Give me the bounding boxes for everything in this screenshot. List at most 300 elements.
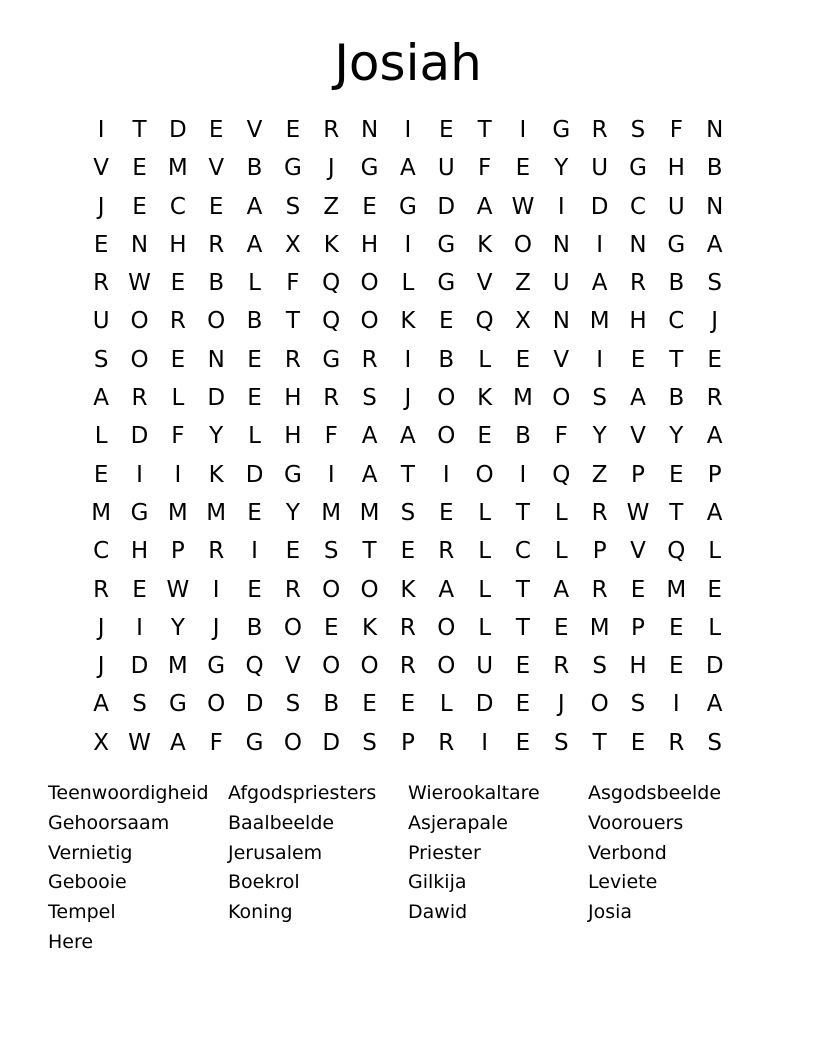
grid-letter[interactable]: E bbox=[438, 499, 454, 526]
grid-letter[interactable]: R bbox=[93, 576, 110, 603]
grid-letter[interactable]: E bbox=[170, 346, 186, 373]
grid-letter[interactable]: R bbox=[591, 117, 608, 143]
grid-letter[interactable]: I bbox=[442, 461, 450, 488]
grid-letter[interactable]: V bbox=[285, 653, 301, 680]
grid-letter[interactable]: R bbox=[169, 308, 186, 335]
grid-letter[interactable]: G bbox=[130, 499, 149, 526]
grid-letter[interactable]: B bbox=[668, 385, 685, 412]
grid-letter[interactable]: M bbox=[167, 653, 188, 680]
grid-letter[interactable]: N bbox=[130, 231, 149, 258]
grid-letter[interactable]: S bbox=[323, 538, 339, 565]
grid-letter[interactable]: L bbox=[554, 538, 568, 565]
grid-letter[interactable]: S bbox=[630, 691, 646, 718]
grid-letter[interactable]: T bbox=[132, 117, 147, 143]
grid-letter[interactable]: E bbox=[515, 346, 531, 373]
grid-letter[interactable]: Q bbox=[552, 461, 571, 488]
grid-letter[interactable]: S bbox=[553, 729, 569, 756]
grid-letter[interactable]: U bbox=[552, 270, 570, 297]
grid-letter[interactable]: M bbox=[167, 499, 188, 526]
grid-letter[interactable]: K bbox=[477, 385, 493, 412]
grid-letter[interactable]: A bbox=[553, 576, 570, 603]
grid-letter[interactable]: R bbox=[208, 231, 225, 258]
grid-letter[interactable]: B bbox=[246, 155, 263, 182]
grid-row bbox=[82, 417, 734, 455]
grid-letter[interactable]: U bbox=[92, 308, 110, 335]
grid-letter[interactable]: O bbox=[437, 385, 456, 412]
grid-letter[interactable]: S bbox=[285, 691, 301, 718]
grid-letter[interactable]: O bbox=[283, 614, 302, 641]
grid-letter[interactable]: X bbox=[285, 231, 301, 258]
grid-letter[interactable]: Y bbox=[209, 423, 224, 450]
grid-letter[interactable]: E bbox=[400, 691, 416, 718]
grid-letter[interactable]: R bbox=[284, 346, 301, 373]
word-list-item: Dawid bbox=[408, 901, 468, 924]
grid-letter[interactable]: D bbox=[437, 193, 456, 220]
grid-letter[interactable]: E bbox=[669, 461, 684, 488]
grid-letter[interactable]: G bbox=[667, 231, 686, 258]
grid-letter[interactable]: L bbox=[248, 423, 261, 450]
grid-letter[interactable]: Q bbox=[475, 308, 494, 335]
grid-letter[interactable]: A bbox=[400, 423, 416, 450]
grid-row bbox=[82, 494, 734, 532]
grid-letter[interactable]: O bbox=[360, 308, 379, 335]
grid-letter[interactable]: M bbox=[167, 155, 188, 182]
grid-letter[interactable]: R bbox=[323, 117, 340, 143]
grid-letter[interactable]: Z bbox=[591, 461, 608, 488]
grid-letter[interactable]: F bbox=[209, 729, 223, 756]
grid-letter[interactable]: S bbox=[285, 193, 301, 220]
grid-letter[interactable]: A bbox=[630, 385, 646, 412]
grid-letter[interactable]: B bbox=[438, 346, 455, 373]
grid-letter[interactable]: H bbox=[284, 385, 302, 412]
grid-letter[interactable]: Q bbox=[667, 538, 686, 565]
grid-letter[interactable]: I bbox=[404, 231, 412, 258]
grid-letter[interactable]: K bbox=[400, 576, 416, 603]
grid-letter[interactable]: P bbox=[170, 538, 185, 565]
grid-letter[interactable]: O bbox=[437, 653, 456, 680]
grid-letter[interactable]: E bbox=[93, 461, 109, 488]
grid-letter[interactable]: G bbox=[552, 117, 571, 143]
grid-letter[interactable]: V bbox=[476, 270, 493, 297]
grid-letter[interactable]: T bbox=[515, 576, 530, 603]
grid-letter[interactable]: D bbox=[169, 117, 187, 143]
grid-letter[interactable]: O bbox=[437, 423, 456, 450]
grid-letter[interactable]: N bbox=[207, 346, 225, 373]
grid-letter[interactable]: E bbox=[630, 576, 646, 603]
grid-letter[interactable]: I bbox=[212, 576, 220, 603]
grid-letter[interactable]: U bbox=[476, 653, 494, 680]
grid-letter[interactable]: T bbox=[592, 729, 607, 756]
grid-letter[interactable]: R bbox=[668, 729, 685, 756]
grid-letter[interactable]: N bbox=[552, 308, 570, 335]
grid-letter[interactable]: E bbox=[438, 117, 454, 143]
grid-letter[interactable]: U bbox=[591, 155, 609, 182]
grid-letter[interactable]: C bbox=[668, 308, 685, 335]
grid-letter[interactable]: J bbox=[557, 691, 565, 718]
grid-letter[interactable]: K bbox=[323, 231, 339, 258]
grid-letter[interactable]: C bbox=[514, 538, 531, 565]
grid-letter[interactable]: K bbox=[362, 614, 378, 641]
grid-letter[interactable]: E bbox=[554, 614, 569, 641]
grid-letter[interactable]: I bbox=[519, 117, 527, 143]
grid-letter[interactable]: J bbox=[711, 308, 719, 335]
grid-letter[interactable]: E bbox=[707, 576, 722, 603]
grid-letter[interactable]: E bbox=[669, 614, 684, 641]
grid-letter[interactable]: R bbox=[399, 653, 416, 680]
grid-letter[interactable]: G bbox=[437, 270, 456, 297]
grid-letter[interactable]: A bbox=[706, 423, 723, 450]
grid-letter[interactable]: A bbox=[246, 231, 263, 258]
grid-letter[interactable]: O bbox=[360, 576, 379, 603]
grid-letter[interactable]: E bbox=[132, 155, 147, 182]
grid-letter[interactable]: T bbox=[515, 499, 530, 526]
grid-letter[interactable]: V bbox=[246, 117, 263, 143]
grid-letter[interactable]: I bbox=[97, 117, 105, 143]
grid-letter[interactable]: I bbox=[596, 346, 604, 373]
grid-letter[interactable]: H bbox=[284, 423, 302, 450]
grid-letter[interactable]: E bbox=[247, 499, 262, 526]
grid-letter[interactable]: R bbox=[553, 653, 570, 680]
grid-letter[interactable]: L bbox=[708, 614, 722, 641]
grid-row bbox=[82, 379, 734, 417]
grid-letter[interactable]: W bbox=[626, 499, 650, 526]
grid-letter[interactable]: F bbox=[669, 117, 683, 143]
grid-letter[interactable]: E bbox=[515, 691, 531, 718]
grid-letter[interactable]: L bbox=[708, 538, 722, 565]
grid-letter[interactable]: S bbox=[93, 346, 109, 373]
grid-letter[interactable]: A bbox=[93, 385, 110, 412]
grid-letter[interactable]: E bbox=[515, 729, 531, 756]
grid-letter[interactable]: V bbox=[93, 155, 110, 182]
grid-letter[interactable]: F bbox=[554, 423, 568, 450]
grid-letter[interactable]: E bbox=[208, 193, 224, 220]
grid-letter[interactable]: L bbox=[401, 270, 415, 297]
grid-letter[interactable]: G bbox=[207, 653, 226, 680]
grid-letter[interactable]: O bbox=[207, 308, 226, 335]
grid-letter[interactable]: T bbox=[669, 499, 684, 526]
grid-letter[interactable]: S bbox=[592, 385, 607, 412]
grid-letter[interactable]: T bbox=[669, 346, 684, 373]
grid-letter[interactable]: X bbox=[515, 308, 531, 335]
grid-letter[interactable]: I bbox=[481, 729, 488, 756]
grid-letter[interactable]: G bbox=[437, 231, 456, 258]
grid-letter[interactable]: B bbox=[246, 614, 263, 641]
grid-row bbox=[82, 226, 734, 264]
grid-letter[interactable]: R bbox=[706, 385, 723, 412]
grid-letter[interactable]: H bbox=[360, 231, 379, 258]
grid-letter[interactable]: I bbox=[557, 193, 565, 220]
grid-letter[interactable]: V bbox=[630, 423, 646, 450]
grid-letter[interactable]: G bbox=[322, 346, 341, 373]
grid-letter[interactable]: V bbox=[630, 538, 646, 565]
grid-letter[interactable]: M bbox=[513, 385, 533, 412]
grid-letter[interactable]: G bbox=[399, 193, 417, 220]
grid-letter[interactable]: M bbox=[206, 499, 227, 526]
grid-letter[interactable]: L bbox=[478, 614, 492, 641]
word-list-item: Teenwoordigheid bbox=[48, 782, 209, 804]
grid-letter[interactable]: E bbox=[707, 346, 722, 373]
grid-letter[interactable]: P bbox=[631, 461, 645, 488]
grid-letter[interactable]: A bbox=[591, 270, 608, 297]
grid-letter[interactable]: I bbox=[136, 614, 143, 641]
grid-letter[interactable]: V bbox=[208, 155, 225, 182]
grid-letter[interactable]: D bbox=[705, 653, 724, 680]
grid-letter[interactable]: I bbox=[327, 461, 335, 488]
grid-letter[interactable]: O bbox=[360, 653, 379, 680]
grid-letter[interactable]: N bbox=[706, 193, 724, 220]
grid-letter[interactable]: H bbox=[130, 538, 149, 565]
grid-letter[interactable]: R bbox=[131, 385, 148, 412]
grid-letter[interactable]: D bbox=[130, 653, 149, 680]
grid-letter[interactable]: V bbox=[553, 346, 570, 373]
grid-letter[interactable]: L bbox=[478, 499, 492, 526]
grid-letter[interactable]: E bbox=[630, 346, 646, 373]
grid-letter[interactable]: K bbox=[400, 308, 416, 335]
grid-letter[interactable]: Q bbox=[245, 653, 264, 680]
grid-letter[interactable]: R bbox=[629, 270, 646, 297]
grid-letter[interactable]: R bbox=[438, 538, 455, 565]
grid-letter[interactable]: O bbox=[130, 346, 149, 373]
grid-letter[interactable]: P bbox=[707, 461, 722, 488]
grid-letter[interactable]: S bbox=[707, 270, 722, 297]
grid-letter[interactable]: E bbox=[170, 270, 186, 297]
grid-letter[interactable]: R bbox=[438, 729, 455, 756]
grid-letter[interactable]: U bbox=[437, 155, 455, 182]
grid-letter[interactable]: G bbox=[629, 155, 647, 182]
grid-letter[interactable]: Z bbox=[323, 193, 340, 220]
grid-letter[interactable]: N bbox=[552, 231, 570, 258]
grid-letter[interactable]: C bbox=[93, 538, 110, 565]
grid-letter[interactable]: P bbox=[592, 538, 607, 565]
grid-letter[interactable]: O bbox=[207, 691, 226, 718]
grid-letter[interactable]: A bbox=[361, 461, 378, 488]
grid-letter[interactable]: P bbox=[631, 614, 645, 641]
grid-letter[interactable]: J bbox=[212, 614, 220, 641]
grid-letter[interactable]: S bbox=[592, 653, 607, 680]
grid-letter[interactable]: S bbox=[362, 729, 377, 756]
grid-letter[interactable]: H bbox=[169, 231, 187, 258]
grid-letter[interactable]: R bbox=[208, 538, 225, 565]
grid-letter[interactable]: E bbox=[515, 155, 531, 182]
grid-letter[interactable]: C bbox=[169, 193, 186, 220]
grid-letter[interactable]: E bbox=[285, 538, 301, 565]
grid-letter[interactable]: B bbox=[323, 691, 340, 718]
grid-letter[interactable]: S bbox=[400, 499, 416, 526]
grid-letter[interactable]: L bbox=[554, 499, 568, 526]
grid-letter[interactable]: H bbox=[667, 155, 685, 182]
grid-letter[interactable]: R bbox=[399, 614, 416, 641]
grid-letter[interactable]: R bbox=[284, 576, 301, 603]
grid-letter[interactable]: O bbox=[360, 270, 379, 297]
grid-letter[interactable]: Y bbox=[554, 155, 569, 182]
grid-letter[interactable]: T bbox=[477, 117, 492, 143]
grid-letter[interactable]: N bbox=[706, 117, 724, 143]
grid-letter[interactable]: M bbox=[666, 576, 687, 603]
grid-letter[interactable]: E bbox=[247, 385, 262, 412]
grid-letter[interactable]: O bbox=[130, 308, 149, 335]
grid-letter[interactable]: S bbox=[362, 385, 377, 412]
grid-letter[interactable]: H bbox=[629, 653, 647, 680]
grid-letter[interactable]: E bbox=[477, 423, 492, 450]
grid-letter[interactable]: A bbox=[361, 423, 378, 450]
grid-letter[interactable]: J bbox=[97, 193, 105, 220]
grid-letter[interactable]: J bbox=[327, 155, 335, 182]
grid-letter[interactable]: T bbox=[362, 538, 377, 565]
grid-letter[interactable]: W bbox=[166, 576, 190, 603]
grid-letter[interactable]: A bbox=[706, 499, 723, 526]
grid-letter[interactable]: Y bbox=[285, 499, 300, 526]
grid-letter[interactable]: F bbox=[477, 155, 492, 182]
grid-letter[interactable]: M bbox=[359, 499, 380, 526]
grid-letter[interactable]: P bbox=[400, 729, 415, 756]
grid-letter[interactable]: Z bbox=[515, 270, 531, 297]
grid-letter[interactable]: B bbox=[706, 155, 723, 182]
grid-letter[interactable]: E bbox=[362, 691, 377, 718]
grid-letter[interactable]: Q bbox=[322, 308, 341, 335]
grid-letter[interactable]: G bbox=[283, 461, 302, 488]
grid-letter[interactable]: J bbox=[97, 614, 105, 641]
grid-letter[interactable]: O bbox=[322, 653, 341, 680]
grid-letter[interactable]: R bbox=[93, 270, 110, 297]
grid-letter[interactable]: A bbox=[400, 155, 416, 182]
grid-letter[interactable]: I bbox=[136, 461, 143, 488]
grid-letter[interactable]: A bbox=[169, 729, 186, 756]
grid-letter[interactable]: O bbox=[283, 729, 302, 756]
grid-letter[interactable]: S bbox=[132, 691, 147, 718]
grid-letter[interactable]: E bbox=[669, 653, 684, 680]
grid-letter[interactable]: M bbox=[589, 308, 610, 335]
grid-letter[interactable]: E bbox=[247, 346, 262, 373]
grid-letter[interactable]: M bbox=[589, 614, 610, 641]
grid-letter[interactable]: I bbox=[251, 538, 258, 565]
grid-letter[interactable]: A bbox=[246, 193, 263, 220]
grid-letter[interactable]: G bbox=[360, 155, 379, 182]
grid-letter[interactable]: J bbox=[404, 385, 412, 412]
grid-letter[interactable]: W bbox=[128, 270, 151, 297]
grid-letter[interactable]: G bbox=[283, 155, 302, 182]
grid-letter[interactable]: D bbox=[590, 193, 609, 220]
grid-letter[interactable]: N bbox=[629, 231, 647, 258]
word-list-item: Gehoorsaam bbox=[48, 811, 170, 834]
grid-letter[interactable]: D bbox=[207, 385, 226, 412]
grid-letter[interactable]: I bbox=[404, 117, 412, 143]
grid-letter[interactable]: E bbox=[247, 576, 262, 603]
grid-letter[interactable]: Q bbox=[322, 270, 341, 297]
grid-letter[interactable]: O bbox=[322, 576, 341, 603]
grid-letter[interactable]: L bbox=[478, 538, 492, 565]
grid-letter[interactable]: M bbox=[321, 499, 342, 526]
grid-letter[interactable]: M bbox=[91, 499, 112, 526]
grid-letter[interactable]: L bbox=[439, 691, 453, 718]
grid-letter[interactable]: I bbox=[174, 461, 182, 488]
grid-letter[interactable]: O bbox=[475, 461, 494, 488]
grid-letter[interactable]: E bbox=[362, 193, 377, 220]
grid-letter[interactable]: K bbox=[477, 231, 493, 258]
grid-letter[interactable]: R bbox=[361, 346, 378, 373]
grid-letter[interactable]: E bbox=[285, 117, 301, 143]
grid-letter[interactable]: A bbox=[438, 576, 455, 603]
grid-letter[interactable]: F bbox=[324, 423, 338, 450]
grid-letter[interactable]: A bbox=[706, 691, 723, 718]
word-list-item: Verbond bbox=[588, 841, 667, 864]
grid-letter[interactable]: J bbox=[97, 653, 105, 680]
grid-letter[interactable]: I bbox=[519, 461, 527, 488]
grid-letter[interactable]: G bbox=[245, 729, 264, 756]
grid-letter[interactable]: F bbox=[171, 423, 185, 450]
grid-letter[interactable]: S bbox=[707, 729, 722, 756]
grid-letter[interactable]: X bbox=[93, 729, 110, 756]
grid-letter[interactable]: D bbox=[130, 423, 149, 450]
grid-letter[interactable]: W bbox=[511, 193, 535, 220]
grid-letter[interactable]: E bbox=[93, 231, 109, 258]
word-list-item: Boekrol bbox=[228, 871, 300, 894]
word-list bbox=[48, 779, 788, 958]
grid-letter[interactable]: F bbox=[286, 270, 300, 297]
grid-letter[interactable]: L bbox=[248, 270, 261, 297]
grid-letter[interactable]: A bbox=[476, 193, 493, 220]
grid-letter[interactable]: T bbox=[515, 614, 530, 641]
grid-letter[interactable]: W bbox=[128, 729, 151, 756]
grid-letter[interactable]: L bbox=[171, 385, 185, 412]
grid-letter[interactable]: G bbox=[168, 691, 187, 718]
grid-letter[interactable]: D bbox=[322, 729, 341, 756]
grid-letter[interactable]: E bbox=[630, 729, 646, 756]
grid-letter[interactable]: U bbox=[667, 193, 685, 220]
grid-letter[interactable]: L bbox=[478, 346, 492, 373]
grid-letter[interactable]: E bbox=[400, 538, 416, 565]
grid-letter[interactable]: R bbox=[591, 499, 608, 526]
grid-letter[interactable]: E bbox=[132, 193, 147, 220]
grid-letter[interactable]: B bbox=[246, 308, 263, 335]
grid-letter[interactable]: Y bbox=[592, 423, 607, 450]
grid-letter[interactable]: Y bbox=[669, 423, 684, 450]
grid-letter[interactable]: Y bbox=[170, 614, 185, 641]
grid-letter[interactable]: D bbox=[475, 691, 494, 718]
grid-letter[interactable]: I bbox=[672, 691, 680, 718]
grid-letter[interactable]: N bbox=[360, 117, 379, 143]
grid-letter[interactable]: E bbox=[323, 614, 339, 641]
grid-letter[interactable]: O bbox=[437, 614, 456, 641]
grid-letter[interactable]: E bbox=[438, 308, 454, 335]
grid-letter[interactable]: E bbox=[132, 576, 147, 603]
grid-letter[interactable]: O bbox=[513, 231, 532, 258]
grid-letter[interactable]: E bbox=[515, 653, 531, 680]
grid-letter[interactable]: B bbox=[515, 423, 531, 450]
grid-letter[interactable]: B bbox=[668, 270, 685, 297]
grid-letter[interactable]: A bbox=[706, 231, 723, 258]
grid-row bbox=[82, 111, 734, 149]
grid-letter[interactable]: B bbox=[208, 270, 225, 297]
grid-letter[interactable]: I bbox=[596, 231, 604, 258]
grid-letter[interactable]: T bbox=[400, 461, 415, 488]
grid-letter[interactable]: S bbox=[630, 117, 646, 143]
grid-letter[interactable]: D bbox=[245, 461, 264, 488]
grid-letter[interactable]: L bbox=[478, 576, 492, 603]
grid-letter[interactable]: R bbox=[591, 576, 608, 603]
grid-letter[interactable]: O bbox=[552, 385, 571, 412]
grid-letter[interactable]: L bbox=[94, 423, 108, 450]
grid-letter[interactable]: O bbox=[590, 691, 609, 718]
grid-letter[interactable]: I bbox=[404, 346, 412, 373]
grid-letter[interactable]: A bbox=[93, 691, 110, 718]
grid-letter[interactable]: R bbox=[323, 385, 340, 412]
grid-letter[interactable]: T bbox=[285, 308, 300, 335]
grid-letter[interactable]: C bbox=[629, 193, 647, 220]
grid-letter[interactable]: D bbox=[245, 691, 264, 718]
grid-letter[interactable]: K bbox=[208, 461, 224, 488]
grid-letter[interactable]: E bbox=[208, 117, 224, 143]
grid-letter[interactable]: H bbox=[629, 308, 647, 335]
